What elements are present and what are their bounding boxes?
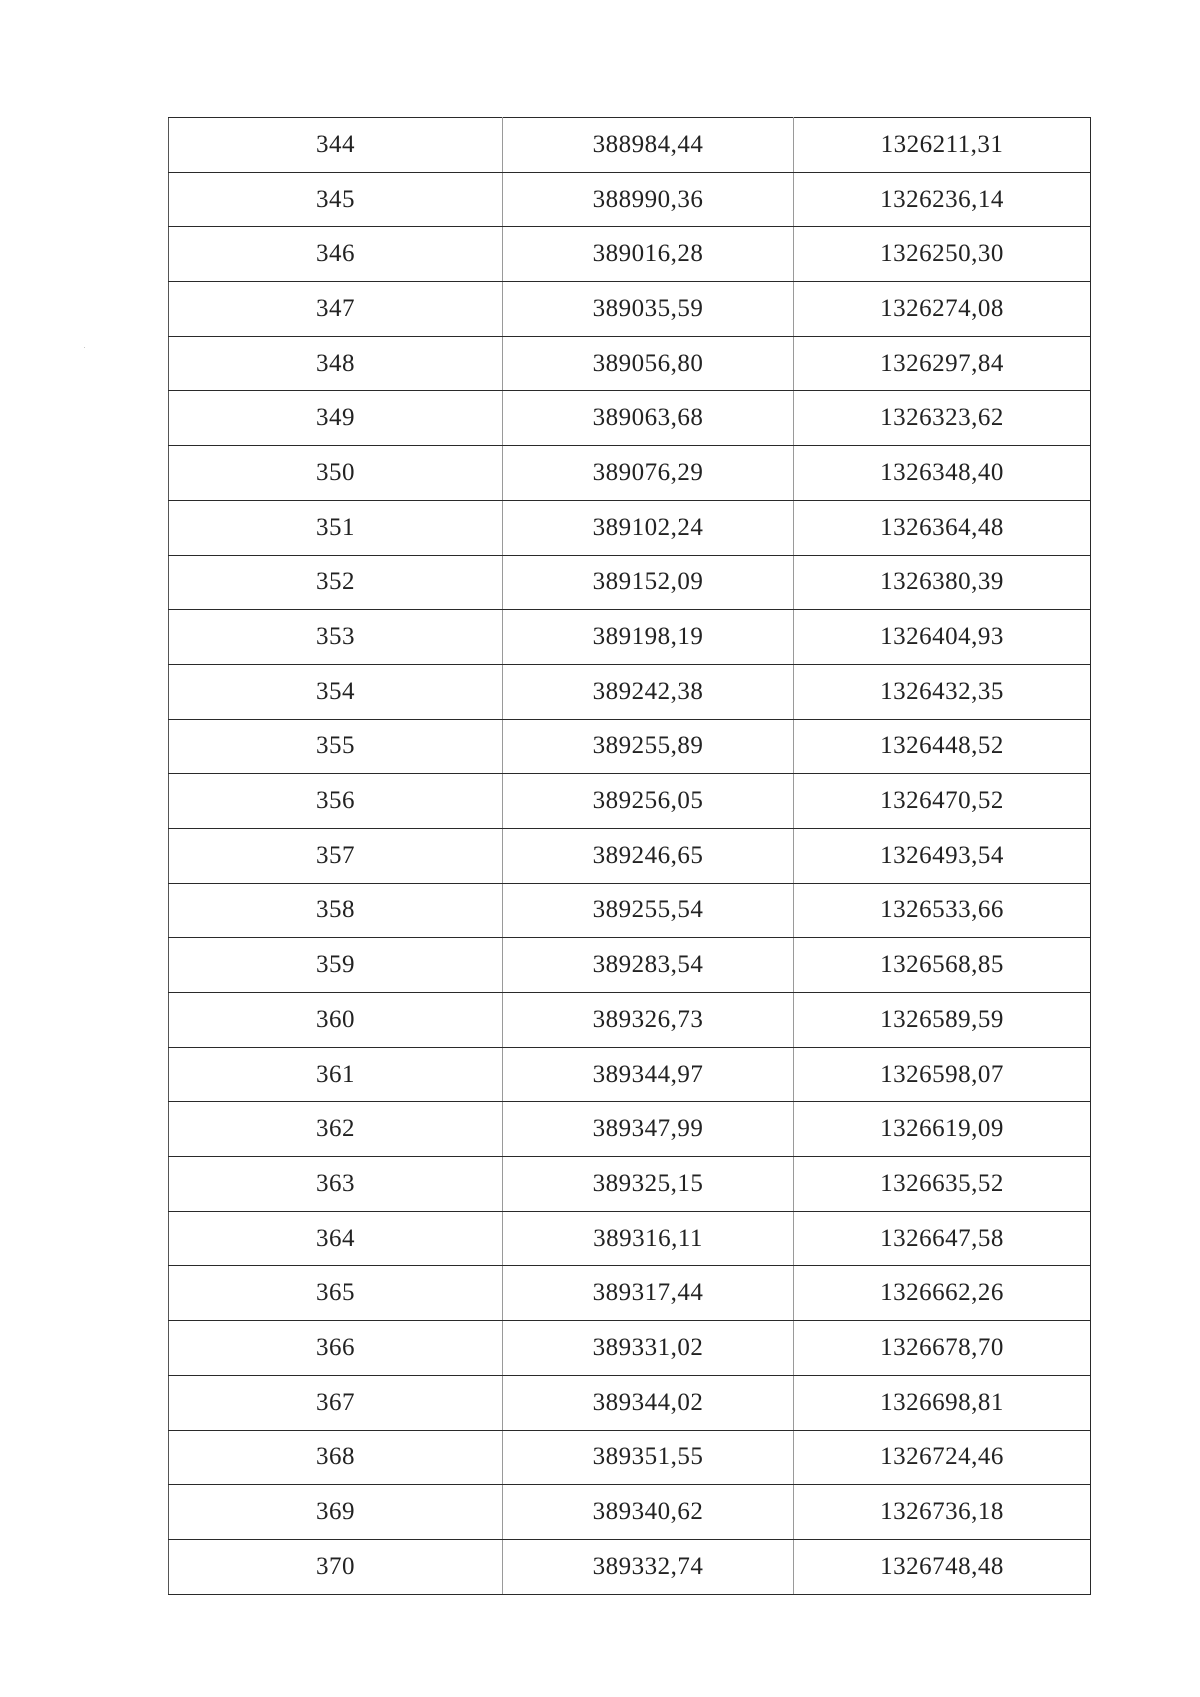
point-number-cell: 369	[169, 1485, 503, 1540]
x-coordinate-cell: 389246,65	[503, 828, 794, 883]
point-number-cell: 365	[169, 1266, 503, 1321]
table-row	[169, 446, 1091, 501]
y-coordinate-cell: 1326211,31	[794, 118, 1091, 173]
y-coordinate-cell: 1326380,39	[794, 555, 1091, 610]
x-coordinate-cell: 388984,44	[503, 118, 794, 173]
x-coordinate-cell: 389283,54	[503, 938, 794, 993]
table-row	[169, 993, 1091, 1048]
point-number-cell: 349	[169, 391, 503, 446]
point-number-cell: 348	[169, 336, 503, 391]
x-coordinate-cell: 389242,38	[503, 664, 794, 719]
point-number-cell: 358	[169, 883, 503, 938]
table-row	[169, 1211, 1091, 1266]
table-row	[169, 1047, 1091, 1102]
point-number-cell: 345	[169, 172, 503, 227]
point-number-cell: 362	[169, 1102, 503, 1157]
y-coordinate-cell: 1326348,40	[794, 446, 1091, 501]
table-row	[169, 883, 1091, 938]
y-coordinate-cell: 1326323,62	[794, 391, 1091, 446]
y-coordinate-cell: 1326568,85	[794, 938, 1091, 993]
table-row	[169, 172, 1091, 227]
point-number-cell: 367	[169, 1375, 503, 1430]
point-number-cell: 353	[169, 610, 503, 665]
table-row	[169, 1266, 1091, 1321]
x-coordinate-cell: 389255,89	[503, 719, 794, 774]
point-number-cell: 344	[169, 118, 503, 173]
x-coordinate-cell: 389056,80	[503, 336, 794, 391]
point-number-cell: 360	[169, 993, 503, 1048]
y-coordinate-cell: 1326274,08	[794, 282, 1091, 337]
x-coordinate-cell: 389316,11	[503, 1211, 794, 1266]
x-coordinate-cell: 389102,24	[503, 500, 794, 555]
x-coordinate-cell: 389256,05	[503, 774, 794, 829]
table-row	[169, 774, 1091, 829]
x-coordinate-cell: 389063,68	[503, 391, 794, 446]
x-coordinate-cell: 388990,36	[503, 172, 794, 227]
point-number-cell: 355	[169, 719, 503, 774]
x-coordinate-cell: 389152,09	[503, 555, 794, 610]
point-number-cell: 364	[169, 1211, 503, 1266]
y-coordinate-cell: 1326748,48	[794, 1539, 1091, 1594]
x-coordinate-cell: 389351,55	[503, 1430, 794, 1485]
point-number-cell: 356	[169, 774, 503, 829]
x-coordinate-cell: 389331,02	[503, 1321, 794, 1376]
y-coordinate-cell: 1326493,54	[794, 828, 1091, 883]
y-coordinate-cell: 1326236,14	[794, 172, 1091, 227]
point-number-cell: 354	[169, 664, 503, 719]
x-coordinate-cell: 389035,59	[503, 282, 794, 337]
x-coordinate-cell: 389344,97	[503, 1047, 794, 1102]
x-coordinate-cell: 389326,73	[503, 993, 794, 1048]
y-coordinate-cell: 1326589,59	[794, 993, 1091, 1048]
y-coordinate-cell: 1326250,30	[794, 227, 1091, 282]
table-row	[169, 118, 1091, 173]
point-number-cell: 357	[169, 828, 503, 883]
y-coordinate-cell: 1326662,26	[794, 1266, 1091, 1321]
table-row	[169, 1485, 1091, 1540]
y-coordinate-cell: 1326647,58	[794, 1211, 1091, 1266]
point-number-cell: 350	[169, 446, 503, 501]
point-number-cell: 366	[169, 1321, 503, 1376]
table-row	[169, 938, 1091, 993]
table-row	[169, 555, 1091, 610]
table-row	[169, 828, 1091, 883]
table-row	[169, 282, 1091, 337]
y-coordinate-cell: 1326598,07	[794, 1047, 1091, 1102]
x-coordinate-cell: 389325,15	[503, 1157, 794, 1212]
table-row	[169, 1321, 1091, 1376]
y-coordinate-cell: 1326678,70	[794, 1321, 1091, 1376]
table-row	[169, 500, 1091, 555]
y-coordinate-cell: 1326448,52	[794, 719, 1091, 774]
table-row	[169, 664, 1091, 719]
point-number-cell: 361	[169, 1047, 503, 1102]
x-coordinate-cell: 389340,62	[503, 1485, 794, 1540]
x-coordinate-cell: 389344,02	[503, 1375, 794, 1430]
point-number-cell: 346	[169, 227, 503, 282]
y-coordinate-cell: 1326404,93	[794, 610, 1091, 665]
y-coordinate-cell: 1326635,52	[794, 1157, 1091, 1212]
y-coordinate-cell: 1326724,46	[794, 1430, 1091, 1485]
table-row	[169, 1430, 1091, 1485]
x-coordinate-cell: 389317,44	[503, 1266, 794, 1321]
table-row	[169, 336, 1091, 391]
y-coordinate-cell: 1326364,48	[794, 500, 1091, 555]
y-coordinate-cell: 1326619,09	[794, 1102, 1091, 1157]
x-coordinate-cell: 389332,74	[503, 1539, 794, 1594]
table-row	[169, 1102, 1091, 1157]
table-row	[169, 1157, 1091, 1212]
x-coordinate-cell: 389016,28	[503, 227, 794, 282]
table-row	[169, 1539, 1091, 1594]
table-row	[169, 1375, 1091, 1430]
y-coordinate-cell: 1326470,52	[794, 774, 1091, 829]
x-coordinate-cell: 389076,29	[503, 446, 794, 501]
point-number-cell: 363	[169, 1157, 503, 1212]
point-number-cell: 352	[169, 555, 503, 610]
y-coordinate-cell: 1326432,35	[794, 664, 1091, 719]
x-coordinate-cell: 389255,54	[503, 883, 794, 938]
x-coordinate-cell: 389347,99	[503, 1102, 794, 1157]
margin-speck	[84, 347, 85, 348]
y-coordinate-cell: 1326297,84	[794, 336, 1091, 391]
point-number-cell: 368	[169, 1430, 503, 1485]
table-row	[169, 227, 1091, 282]
coordinates-table-body	[169, 118, 1091, 1595]
point-number-cell: 351	[169, 500, 503, 555]
point-number-cell: 347	[169, 282, 503, 337]
y-coordinate-cell: 1326533,66	[794, 883, 1091, 938]
table-row	[169, 610, 1091, 665]
point-number-cell: 370	[169, 1539, 503, 1594]
x-coordinate-cell: 389198,19	[503, 610, 794, 665]
coordinates-table	[168, 117, 1091, 1595]
point-number-cell: 359	[169, 938, 503, 993]
y-coordinate-cell: 1326736,18	[794, 1485, 1091, 1540]
y-coordinate-cell: 1326698,81	[794, 1375, 1091, 1430]
table-row	[169, 391, 1091, 446]
table-row	[169, 719, 1091, 774]
